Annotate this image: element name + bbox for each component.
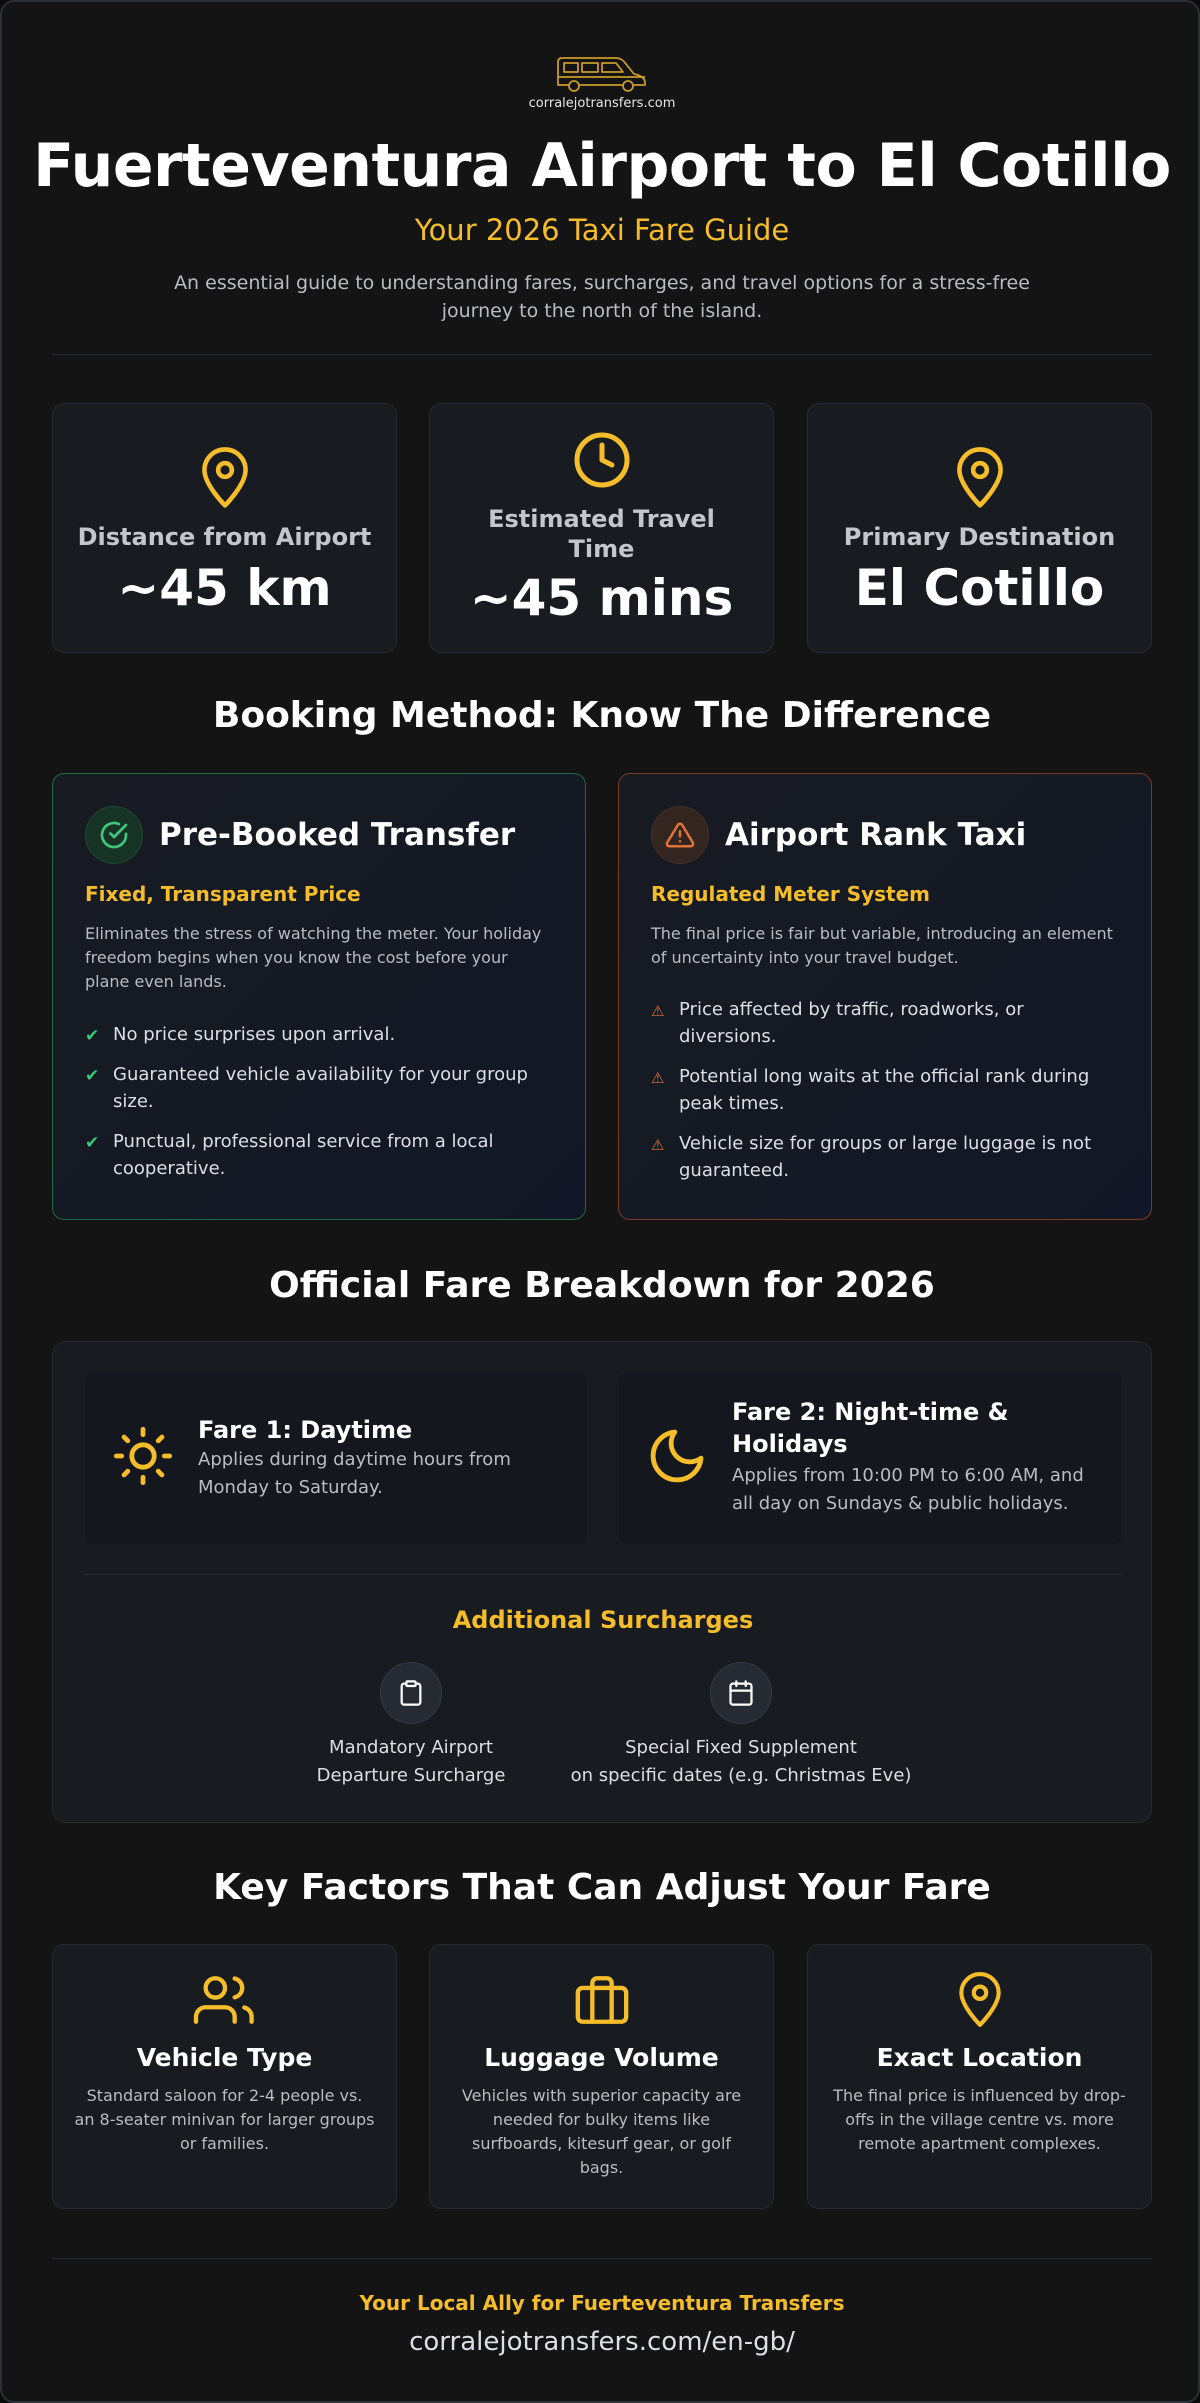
page-subtitle: Your 2026 Taxi Fare Guide (414, 213, 790, 247)
list-item: ✔ No price surprises upon arrival. (85, 1021, 555, 1048)
stat-label: Estimated Travel Time (488, 505, 715, 563)
list-item: ⚠ Vehicle size for groups or large luggage is not guaranteed. (651, 1133, 1092, 1181)
intro-text: An essential guide to understanding fares, surcharges, and travel options for a stress-free journey to the north of the island. (174, 272, 1030, 322)
factor-title: Luggage Volume (484, 2043, 719, 2072)
stat-card-travel-time (429, 403, 774, 653)
surcharge-label-line: on specific dates (e.g. Christmas Eve) (570, 1765, 912, 1786)
list-item: ✔ Guaranteed vehicle availability for your group size. (85, 1064, 528, 1112)
site-name: corralejotransfers.com (528, 96, 676, 111)
warning-triangle-icon (651, 806, 709, 864)
check-icon: ✔ (85, 1066, 100, 1086)
rank-taxi-card (618, 773, 1152, 1220)
stat-card-distance (52, 403, 397, 653)
prebooked-card (52, 773, 586, 1220)
prebooked-description: Eliminates the stress of watching the meter. Your holiday freedom begins when you know the cost before your plane even lands. (85, 924, 542, 991)
users-icon (193, 1971, 257, 2029)
stat-value: El Cotillo (854, 559, 1105, 617)
fare-breakdown-panel (52, 1341, 1152, 1823)
factors-section-title: Key Factors That Can Adjust Your Fare (213, 1867, 991, 1908)
fare-1-card (85, 1372, 587, 1544)
factor-description: Standard saloon for 2-4 people vs. an 8-seater minivan for larger groups or families. (74, 2086, 375, 2153)
warning-icon: ⚠ (651, 1136, 665, 1154)
prebooked-title: Pre-Booked Transfer (159, 817, 516, 853)
divider (52, 354, 1152, 355)
clock-icon (572, 430, 632, 490)
surcharge-label-line: Special Fixed Supplement (625, 1737, 857, 1758)
fare-2-title: Fare 2: Night-time & Holidays (732, 1398, 1009, 1458)
page-title: Fuerteventura Airport to El Cotillo (33, 131, 1171, 201)
header (2, 54, 1200, 325)
stat-value: ~45 mins (469, 569, 734, 627)
surcharge-special-dates (541, 1662, 941, 1790)
divider (85, 1574, 1121, 1575)
map-pin-icon (197, 446, 253, 510)
moon-icon (645, 1424, 709, 1488)
stat-label: Distance from Airport (77, 523, 372, 551)
fares-section-title: Official Fare Breakdown for 2026 (269, 1265, 935, 1306)
list-item: ✔ Punctual, professional service from a local cooperative. (85, 1131, 494, 1179)
footer (2, 2291, 1200, 2357)
stat-label: Primary Destination (843, 523, 1116, 551)
factor-title: Exact Location (876, 2043, 1083, 2072)
booking-section-title: Booking Method: Know The Difference (212, 695, 992, 736)
rank-taxi-subtitle: Regulated Meter System (651, 882, 931, 906)
map-pin-icon (954, 1971, 1006, 2029)
factor-card-location (807, 1944, 1152, 2209)
fare-2-card (619, 1372, 1121, 1544)
rank-taxi-title: Airport Rank Taxi (725, 817, 1027, 853)
factor-description: The final price is influenced by drop-offs in the village centre vs. more remote apartment complexes. (833, 2086, 1126, 2153)
factor-description: Vehicles with superior capacity are needed for bulky items like surfboards, kitesurf gear, or golf bags. (461, 2086, 742, 2177)
factor-title: Vehicle Type (136, 2043, 313, 2072)
rank-taxi-description: The final price is fair but variable, introducing an element of uncertainty into your travel budget. (651, 924, 1113, 967)
check-circle-icon (85, 806, 143, 864)
warning-icon: ⚠ (651, 1069, 665, 1087)
list-item: ⚠ Price affected by traffic, roadworks, or diversions. (651, 999, 1024, 1047)
check-icon: ✔ (85, 1133, 100, 1153)
surcharges-title: Additional Surcharges (452, 1606, 754, 1634)
map-pin-icon (952, 446, 1008, 510)
prebooked-subtitle: Fixed, Transparent Price (85, 882, 361, 906)
warning-icon: ⚠ (651, 1002, 665, 1020)
calendar-icon (710, 1662, 772, 1724)
surcharge-label-line: Departure Surcharge (316, 1765, 506, 1786)
factor-card-vehicle (52, 1944, 397, 2209)
stat-value: ~45 km (117, 559, 332, 617)
fare-1-description: Applies during daytime hours from Monday to Saturday. (198, 1449, 511, 1498)
stat-card-destination (807, 403, 1152, 653)
surcharge-airport (291, 1662, 531, 1790)
divider (52, 2258, 1152, 2259)
sun-icon (111, 1424, 175, 1488)
fare-2-description: Applies from 10:00 PM to 6:00 AM, and all day on Sundays & public holidays. (732, 1465, 1084, 1514)
list-item: ⚠ Potential long waits at the official rank during peak times. (651, 1066, 1090, 1114)
clipboard-icon (380, 1662, 442, 1724)
luggage-icon (572, 1971, 632, 2029)
factor-card-luggage (429, 1944, 774, 2209)
prebooked-points (85, 1021, 555, 1195)
van-icon (554, 54, 650, 94)
check-icon: ✔ (85, 1026, 100, 1046)
fare-1-title: Fare 1: Daytime (198, 1416, 413, 1444)
rank-taxi-points (651, 996, 1121, 1197)
surcharge-label-line: Mandatory Airport (329, 1737, 493, 1758)
footer-url-link[interactable]: corralejotransfers.com/en-gb/ (409, 2327, 795, 2357)
footer-tagline: Your Local Ally for Fuerteventura Transfers (359, 2291, 845, 2315)
